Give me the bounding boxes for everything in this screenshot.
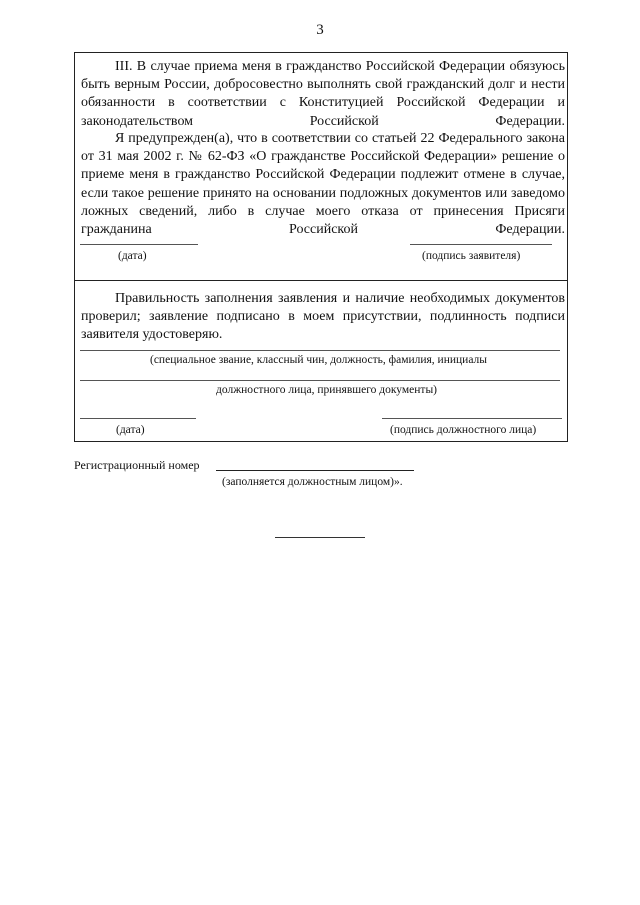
official-details-caption-2: должностного лица, принявшего документы) [216, 384, 438, 396]
official-details-line[interactable] [80, 350, 560, 351]
registration-number-caption: (заполняется должностным лицом)». [222, 476, 403, 488]
applicant-signature-caption: (подпись заявителя) [422, 250, 521, 262]
end-of-document-rule [275, 537, 365, 538]
applicant-date-caption: (дата) [118, 250, 147, 262]
official-details-line-2[interactable] [80, 380, 560, 381]
verification-paragraph: Правильность заполнения заявления и наличие необходимых документов проверил; заявление подписано в моем присутствии, подлинность подписи заявителя удостоверяю. [81, 291, 565, 343]
page-number: 3 [316, 22, 324, 38]
official-details-caption: (специальное звание, классный чин, должность, фамилия, инициалы [150, 354, 488, 366]
form-section-divider [74, 280, 568, 281]
section-3-paragraph: III. В случае приема меня в гражданство Российской Федерации обязуюсь быть верным России, добросовестно выполнять свой гражданский долг и нести обязанности в соответствии с Конституцией Российской Федерации и законодательством Российской Федерации. [81, 59, 565, 129]
official-date-line[interactable] [80, 418, 196, 419]
applicant-date-line[interactable] [80, 244, 198, 245]
official-signature-caption: (подпись должностного лица) [390, 424, 537, 436]
warning-paragraph: Я предупрежден(а), что в соответствии со статьей 22 Федерального закона от 31 мая 2002 г. № 62-ФЗ «О гражданстве Российской Федерации» решение о приеме меня в гражданство Российской Федерации подлежит отмене в случае, если такое решение принято на основании подложных документов или заведомо ложных сведений, либо в случае моего отказа от принесения Присяги гражданина Российской Федерации. [81, 131, 565, 238]
official-signature-line[interactable] [382, 418, 562, 419]
applicant-signature-line[interactable] [410, 244, 552, 245]
registration-number-field[interactable] [216, 470, 414, 471]
official-date-caption: (дата) [116, 424, 145, 436]
registration-number-label: Регистрационный номер [74, 458, 200, 472]
